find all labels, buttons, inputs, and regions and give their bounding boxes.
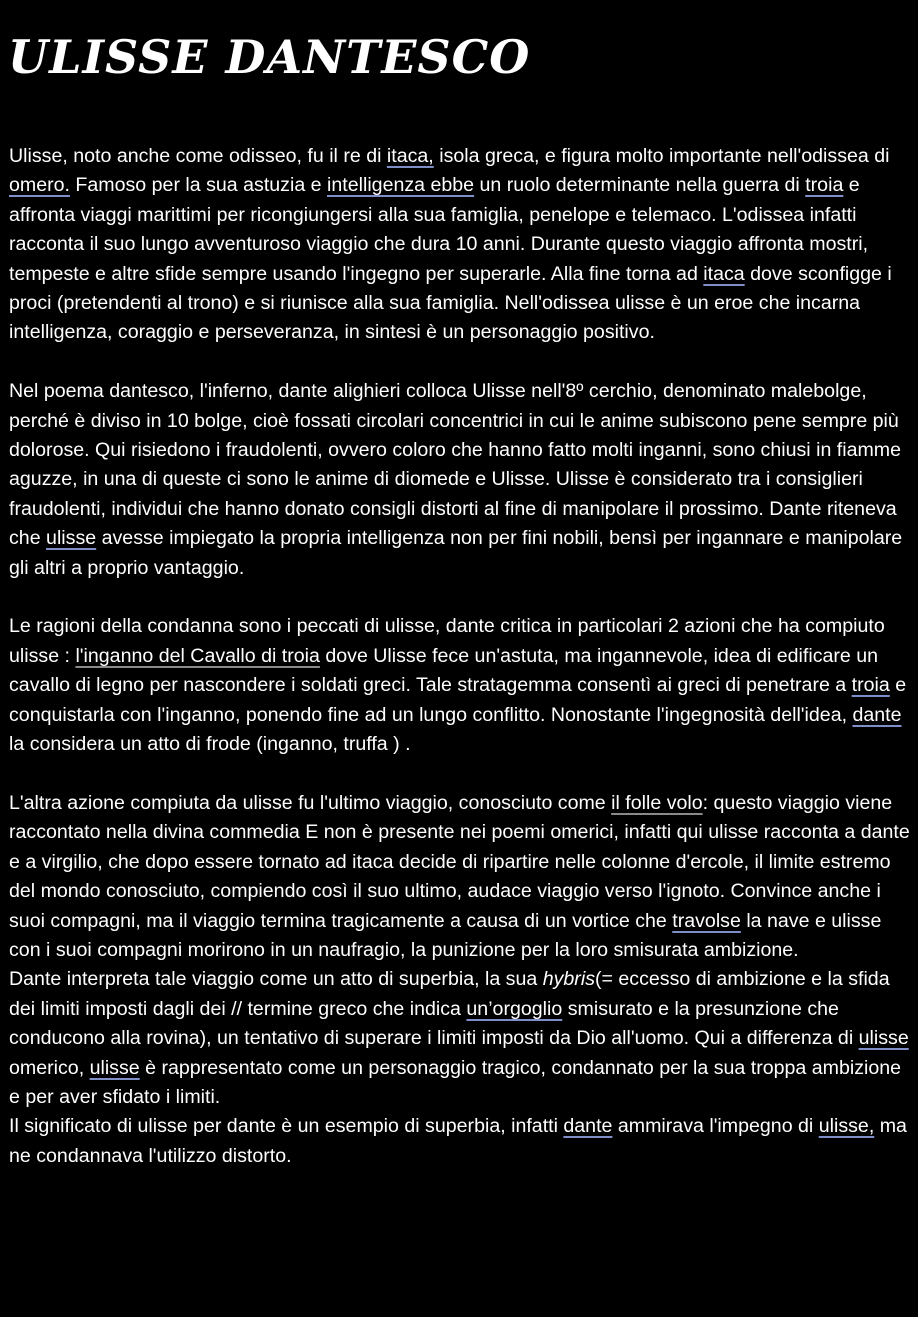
text-span: omerico, [9,1056,90,1079]
link-travolse[interactable]: travolse [672,909,741,932]
link-folle-volo[interactable]: il folle volo [611,791,703,814]
text-span: smisurato e la presunzione che conducono alla rovina), un tentativo di superare i limiti imposti da Dio all'uomo. Qui a differenza di [9,997,859,1050]
paragraph-condanna [9,612,913,759]
term-hybris: hybris [542,968,595,991]
link-ulisse-4[interactable]: ulisse, [818,1115,875,1138]
text-span: e conquistarla con l'inganno, ponendo fine ad un lungo conflitto. Nonostante l'ingegnosità dell'idea, [9,674,907,726]
text-span: Famoso per la sua astuzia e [69,174,328,197]
text-span: Dante interpreta tale viaggio come un atto di superbia, la sua [9,968,543,991]
text-span: Le ragioni della condanna sono i peccati di ulisse, dante critica in particolari 2 azioni che ha compiuto ulisse : [9,615,885,667]
link-ulisse-3[interactable]: ulisse [89,1056,140,1079]
paragraph-odissea [9,142,913,348]
link-intelligenza[interactable]: intelligenza ebbe [327,174,475,197]
link-cavallo-di-troia[interactable]: l'inganno del Cavallo di troia [75,644,320,667]
text-span: la nave e ulisse con i suoi compagni morirono in un naufragio, la punizione per la loro smisurata ambizione. [9,909,882,961]
paragraph-inferno [9,377,913,583]
text-span: L'altra azione compiuta da ulisse fu l'ultimo viaggio, conosciuto come [9,791,612,814]
text-span: Ulisse, noto anche come odisseo, fu il re di [9,145,387,167]
link-omero[interactable]: omero. [9,174,70,197]
paragraph-superbia [9,965,913,1112]
text-span: dove Ulisse fece un'astuta, ma ingannevole, idea di edificare un cavallo di legno per nascondere i soldati greci. Tale stratagemma consentì ai greci di penetrare a [9,644,879,697]
document-body [9,142,913,1171]
text-span: è rappresentato come un personaggio tragico, condannato per la sua troppa ambizione e per aver sfidato i limiti. [9,1056,902,1108]
link-orgoglio[interactable]: un’orgoglio [466,997,563,1020]
text-span: ammirava l'impegno di [612,1115,819,1138]
link-itaca-2[interactable]: itaca [703,262,745,285]
text-span: avesse impiegato la propria intelligenza non per fini nobili, bensì per ingannare e manipolare gli altri a proprio vantaggio. [9,527,903,579]
text-span: un ruolo determinante nella guerra di [474,174,806,197]
link-ulisse[interactable]: ulisse [46,527,97,550]
link-troia-2[interactable]: troia [851,674,890,697]
link-dante-2[interactable]: dante [563,1115,613,1138]
page-title: ULISSE DANTESCO [8,30,531,84]
text-span: Il significato di ulisse per dante è un esempio di superbia, infatti [9,1115,564,1138]
text-span: dove sconfigge i proci (pretendenti al trono) e si riunisce alla sua famiglia. Nell'odissea ulisse è un eroe che incarna intelligenza, coraggio e perseveranza, in sintesi è un personaggio positivo. [9,262,892,344]
text-span: : questo viaggio viene raccontato nella divina commedia E non è presente nei poemi omerici, infatti qui ulisse racconta a dante e a virgilio, che dopo essere tornato ad itaca decide di ripartire nelle colonne d'ercole, il limite estremo del mondo conosciuto, compiendo così il suo ultimo, audace viaggio verso l'ignoto. Convince anche i suoi compagni, ma il viaggio termina tragicamente a causa di un vortice che [9,791,910,932]
text-span: e affronta viaggi marittimi per ricongiungersi alla sua famiglia, penelope e telemaco. L'odissea infatti racconta il suo lungo avventuroso viaggio che dura 10 anni. Durante questo viaggio affronta mostri, tempeste e altre sfide sempre usando l'ingegno per superarle. Alla fine torna ad [9,174,869,285]
text-span: (= eccesso di ambizione e la sfida dei limiti imposti dagli dei // termine greco che indica [9,968,890,1020]
text-span: ma ne condannava l'utilizzo distorto. [9,1115,907,1167]
link-itaca[interactable]: itaca, [386,145,434,167]
paragraph-folle-volo [9,789,913,965]
link-ulisse-2[interactable]: ulisse [858,1027,909,1050]
link-troia[interactable]: troia [805,174,844,197]
paragraph-significato [9,1112,913,1171]
link-dante[interactable]: dante [852,703,902,726]
text-span: la considera un atto di frode (inganno, truffa ) . [9,733,411,756]
text-span: isola greca, e figura molto importante nell'odissea di [433,145,890,167]
text-span: Nel poema dantesco, l'inferno, dante alighieri colloca Ulisse nell'8º cerchio, denominato malebolge, perché è diviso in 10 bolge, cioè fossati circolari concentrici in cui le anime subiscono pene sempre più dolorose. Qui risiedono i fraudolenti, ovvero coloro che hanno fatto molti inganni, sono chiusi in fiamme aguzze, in una di queste ci sono le anime di diomede e Ulisse. Ulisse è considerato tra i consiglieri fraudolenti, individui che hanno donato consigli distorti al fine di manipolare il prossimo. Dante riteneva che [9,380,902,550]
